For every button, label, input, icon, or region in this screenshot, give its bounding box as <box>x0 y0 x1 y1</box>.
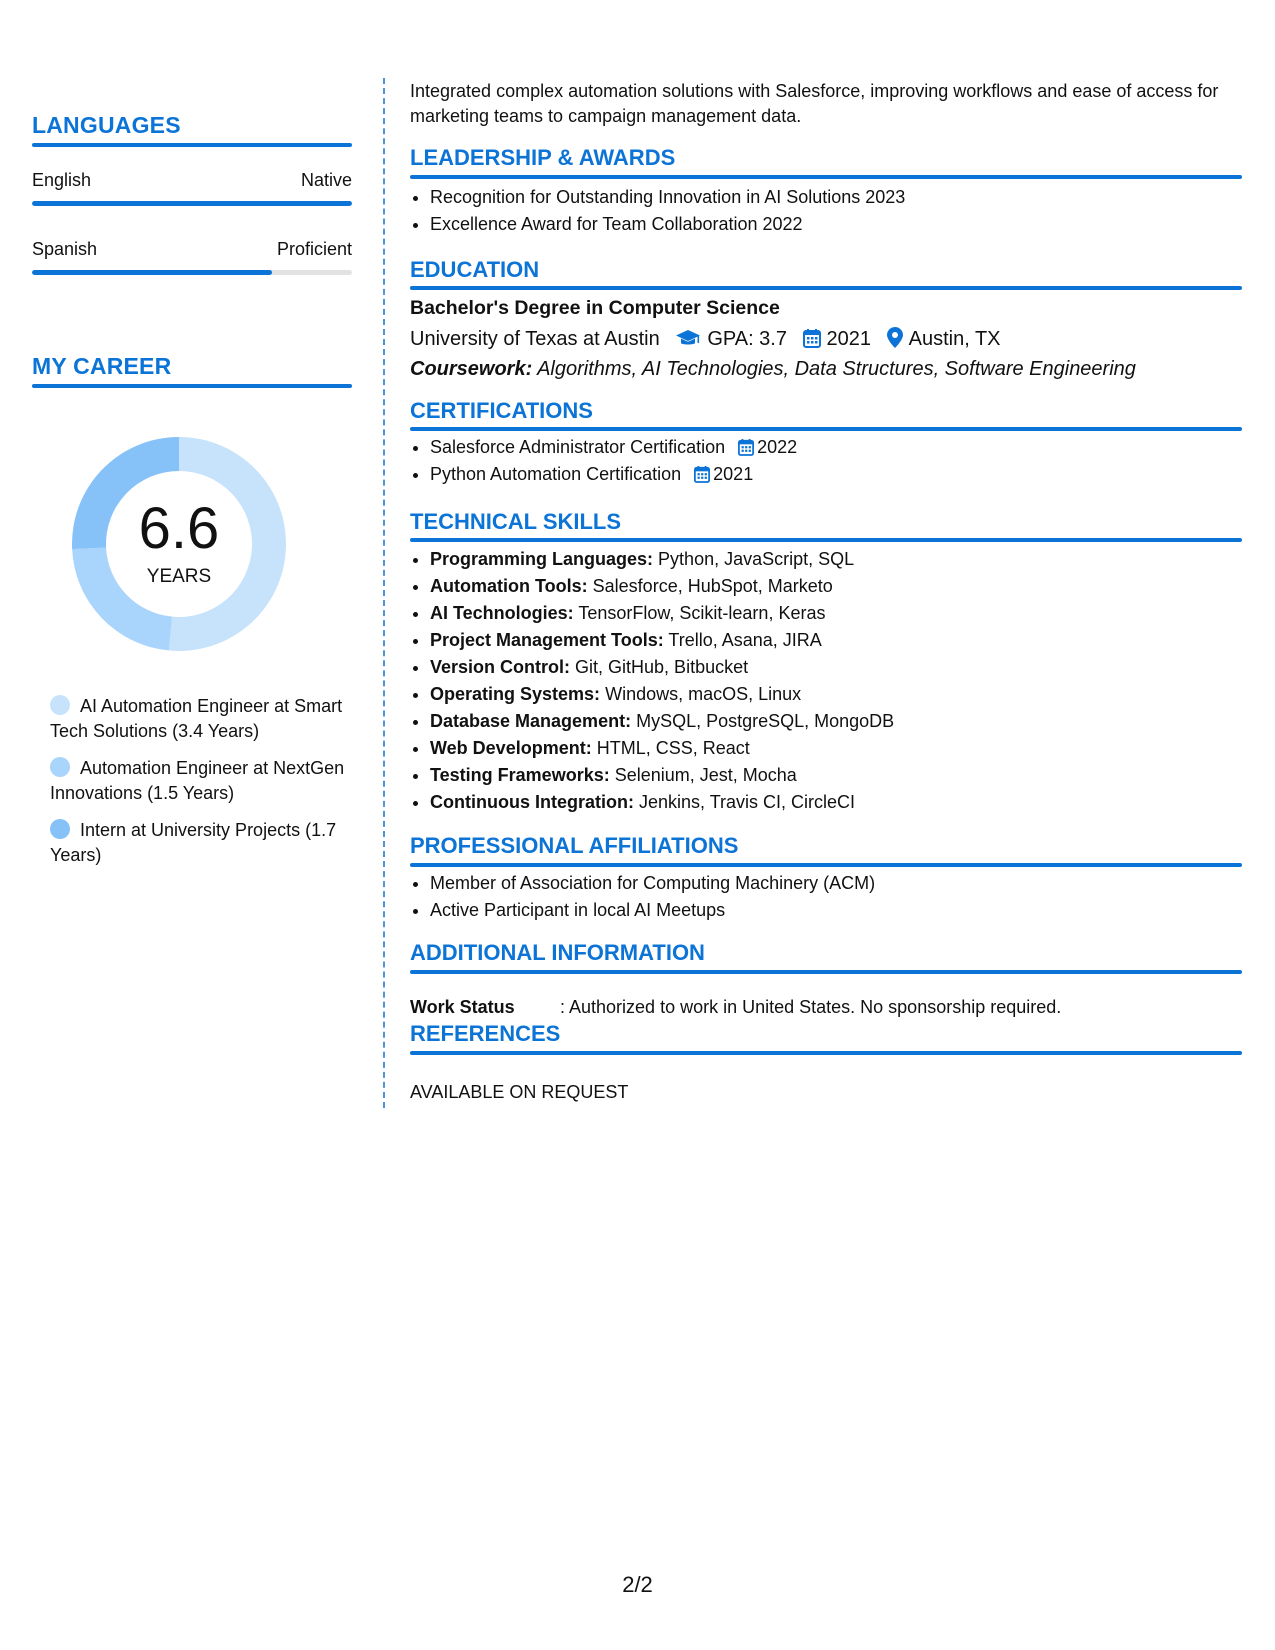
language-row <box>32 239 352 269</box>
calendar-icon <box>738 438 754 456</box>
list-item: • Excellence Award for Team Collaboration 2022 <box>430 211 905 238</box>
graduation-cap-icon <box>675 328 701 354</box>
list-item <box>430 573 894 600</box>
list-item: • Recognition for Outstanding Innovation in AI Solutions 2023 <box>430 184 905 211</box>
donut-segment <box>72 547 172 650</box>
work-status-value: : Authorized to work in United States. No sponsorship required. <box>560 997 1062 1017</box>
list-item: • Active Participant in local AI Meetups <box>430 897 875 924</box>
references-text: AVAILABLE ON REQUEST <box>410 1082 629 1102</box>
certification-date <box>694 464 753 484</box>
legend-label: AI Automation Engineer at Smart Tech Solutions (3.4 Years) <box>50 696 343 741</box>
language-name: English <box>32 170 92 190</box>
certifications-heading: CERTIFICATIONS <box>410 398 593 423</box>
certifications-rule <box>410 427 1242 431</box>
list-item <box>430 654 894 681</box>
legend-label: Intern at University Projects (1.7 Years) <box>50 820 337 865</box>
language-proficiency-bar <box>32 270 352 275</box>
references-heading: REFERENCES <box>410 1021 561 1046</box>
leadership-rule <box>410 175 1242 179</box>
language-level: Native <box>300 170 352 190</box>
career-rule <box>32 384 352 388</box>
education-location: Austin, TX <box>908 328 1001 350</box>
certification-year: 2021 <box>713 464 754 484</box>
education-coursework <box>410 358 1136 381</box>
skills-heading: TECHNICAL SKILLS <box>410 509 622 534</box>
certification-date <box>738 437 797 457</box>
list-item <box>430 600 894 627</box>
work-status <box>410 997 1061 1018</box>
career-total-value: 6.6 <box>138 496 220 561</box>
affiliations-heading: PROFESSIONAL AFFILIATIONS <box>410 833 739 858</box>
skill-values: Trello, Asana, JIRA <box>668 630 822 650</box>
list-item <box>430 762 894 789</box>
list-item <box>430 627 894 654</box>
legend-label: Automation Engineer at NextGen Innovations (1.5 Years) <box>50 758 345 803</box>
language-name: Spanish <box>32 239 98 259</box>
coursework-label: Coursework: <box>410 358 533 380</box>
list-item <box>430 434 797 461</box>
additional-info-rule <box>410 970 1242 974</box>
map-pin-icon <box>887 327 903 354</box>
additional-info-heading: ADDITIONAL INFORMATION <box>410 940 705 965</box>
list-item <box>430 546 894 573</box>
skill-category: Version Control: <box>430 657 571 677</box>
skill-values: Git, GitHub, Bitbucket <box>575 657 749 677</box>
calendar-icon <box>803 328 821 354</box>
skill-values: TensorFlow, Scikit-learn, Keras <box>578 603 826 623</box>
education-degree: Bachelor's Degree in Computer Science <box>410 297 780 319</box>
list-item <box>430 681 894 708</box>
legend-dot <box>50 757 70 777</box>
skill-values: Windows, macOS, Linux <box>605 684 802 704</box>
education-details <box>410 327 1001 354</box>
column-divider <box>383 78 385 1108</box>
legend-dot <box>50 695 70 715</box>
language-proficiency-fill <box>32 270 272 275</box>
certification-name: Python Automation Certification <box>430 464 682 484</box>
languages-heading: LANGUAGES <box>32 112 181 138</box>
skill-category: Operating Systems: <box>430 684 601 704</box>
certification-year: 2022 <box>757 437 798 457</box>
language-level: Proficient <box>276 239 352 259</box>
affiliations-rule <box>410 863 1242 867</box>
calendar-icon <box>694 465 710 483</box>
skill-category: Project Management Tools: <box>430 630 664 650</box>
skill-category: Database Management: <box>430 711 632 731</box>
list-item <box>430 735 894 762</box>
languages-rule <box>32 143 352 147</box>
list-item: • Member of Association for Computing Machinery (ACM) <box>430 870 875 897</box>
references-rule <box>410 1051 1242 1055</box>
education-gpa: GPA: 3.7 <box>707 328 787 350</box>
certification-name: Salesforce Administrator Certification <box>430 437 726 457</box>
coursework-value: Algorithms, AI Technologies, Data Structures, Software Engineering <box>537 358 1136 380</box>
career-legend-item <box>50 694 350 744</box>
education-year: 2021 <box>826 328 872 350</box>
career-heading: MY CAREER <box>32 353 172 379</box>
skill-category: Continuous Integration: <box>430 792 634 812</box>
career-legend-item <box>50 818 350 868</box>
skill-category: Testing Frameworks: <box>430 765 610 785</box>
work-status-label: Work Status <box>410 997 515 1017</box>
certifications-list <box>430 434 797 488</box>
skill-category: Programming Languages: <box>430 549 654 569</box>
list-item <box>430 461 797 488</box>
experience-bullet-text: Integrated complex automation solutions with Salesforce, improving workflows and ease of access for marketing teams to campaign management data. <box>410 81 1219 126</box>
skill-values: HTML, CSS, React <box>596 738 750 758</box>
skill-values: Python, JavaScript, SQL <box>658 549 855 569</box>
skills-list <box>430 546 894 816</box>
skill-category: Web Development: <box>430 738 592 758</box>
skill-values: Salesforce, HubSpot, Marketo <box>592 576 833 596</box>
career-total-unit: YEARS <box>146 566 212 587</box>
skills-rule <box>410 538 1242 542</box>
language-proficiency-fill <box>32 201 352 206</box>
language-proficiency-bar <box>32 201 352 206</box>
education-university: University of Texas at Austin <box>410 328 660 350</box>
list-item <box>430 708 894 735</box>
skill-values: Selenium, Jest, Mocha <box>614 765 797 785</box>
skill-values: Jenkins, Travis CI, CircleCI <box>638 792 856 812</box>
education-heading: EDUCATION <box>410 257 540 282</box>
page-number: 2/2 <box>622 1572 653 1597</box>
skill-category: AI Technologies: <box>430 603 574 623</box>
skill-category: Automation Tools: <box>430 576 588 596</box>
legend-dot <box>50 819 70 839</box>
education-rule <box>410 286 1242 290</box>
language-row <box>32 170 352 200</box>
leadership-heading: LEADERSHIP & AWARDS <box>410 145 676 170</box>
leadership-list <box>430 184 905 238</box>
list-item <box>430 789 894 816</box>
affiliations-list <box>430 870 875 924</box>
career-legend-item <box>50 756 350 806</box>
skill-values: MySQL, PostgreSQL, MongoDB <box>636 711 895 731</box>
